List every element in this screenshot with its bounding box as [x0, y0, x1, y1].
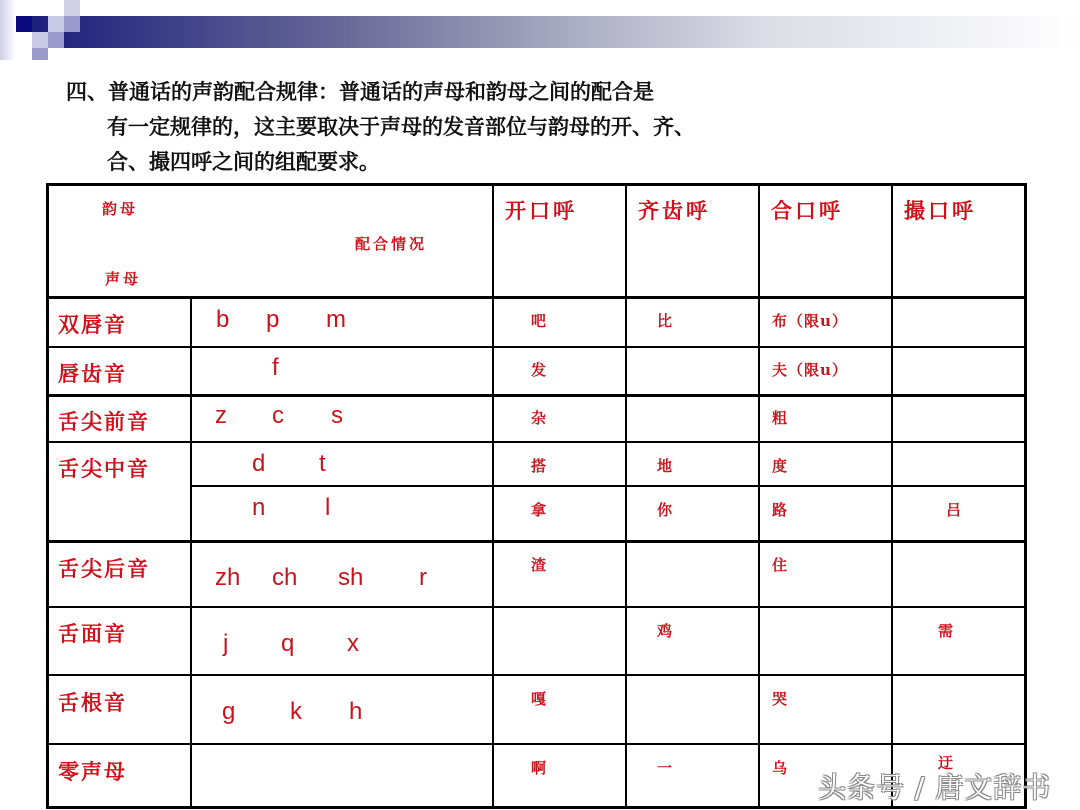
grid-line — [492, 186, 494, 806]
example-kaikou: 发 — [531, 361, 547, 379]
example-cuokou: 需 — [938, 622, 954, 640]
column-header-cuokou: 撮口呼 — [904, 198, 976, 223]
initial-sh: sh — [338, 564, 364, 591]
example-hekou: 乌 — [772, 759, 788, 777]
example-hekou: 哭 — [772, 690, 788, 708]
corner-label-finals: 韵母 — [102, 200, 139, 218]
initial-l: l — [325, 494, 331, 521]
intro-line-3: 合、撮四呼之间的组配要求。 — [107, 149, 380, 174]
example-hekou: 夫（限u） — [772, 361, 848, 379]
example-hekou: 路 — [772, 501, 788, 519]
row-label: 舌面音 — [58, 621, 127, 646]
initial-c: c — [272, 402, 284, 429]
watermark: 头条号 / 唐文辞书 — [818, 771, 1052, 804]
example-cuokou: 吕 — [946, 501, 962, 519]
example-qichi: 比 — [657, 312, 673, 330]
column-header-kaikou: 开口呼 — [505, 198, 577, 223]
example-kaikou: 啊 — [531, 759, 547, 777]
initial-k: k — [290, 698, 302, 725]
example-qichi: 你 — [657, 501, 673, 519]
decor-square — [32, 48, 48, 60]
grid-line — [49, 441, 1024, 443]
row-label: 舌尖中音 — [58, 456, 150, 481]
grid-line — [49, 606, 1024, 608]
decor-square — [48, 32, 64, 48]
row-label: 唇齿音 — [58, 361, 127, 386]
example-kaikou: 吧 — [531, 312, 547, 330]
initial-s: s — [331, 402, 343, 429]
grid-line — [49, 394, 1024, 397]
initial-z: z — [215, 402, 227, 429]
grid-line — [49, 674, 1024, 676]
decor-square — [64, 16, 80, 32]
grid-line — [190, 297, 192, 809]
grid-line — [758, 186, 760, 806]
example-hekou: 粗 — [772, 409, 788, 427]
decor-square — [0, 0, 16, 60]
example-kaikou: 嘎 — [531, 690, 547, 708]
column-header-qichi: 齐齿呼 — [638, 198, 710, 223]
initial-b: b — [216, 306, 230, 333]
grid-line — [49, 346, 1024, 348]
decor-square — [16, 16, 32, 32]
grid-line — [191, 485, 1024, 487]
corner-label-initials: 声母 — [105, 270, 142, 288]
initial-t: t — [319, 450, 326, 477]
row-label: 舌尖后音 — [58, 556, 150, 581]
initial-f: f — [272, 354, 279, 381]
initial-n: n — [252, 494, 266, 521]
initial-ch: ch — [272, 564, 298, 591]
example-kaikou: 渣 — [531, 556, 547, 574]
grid-line — [891, 186, 893, 806]
row-label: 舌根音 — [58, 690, 127, 715]
initial-r: r — [419, 564, 427, 591]
row-label: 零声母 — [58, 759, 127, 784]
intro-paragraph — [66, 74, 695, 179]
example-hekou: 住 — [772, 556, 788, 574]
initial-x: x — [347, 630, 359, 657]
initial-d: d — [252, 450, 266, 477]
column-header-hekou: 合口呼 — [771, 198, 843, 223]
initial-final-combination-table — [46, 183, 1027, 809]
example-kaikou: 拿 — [531, 501, 547, 519]
example-hekou: 度 — [772, 457, 788, 475]
example-kaikou: 杂 — [531, 409, 547, 427]
initial-zh: zh — [215, 564, 241, 591]
header-gradient-bar — [32, 16, 1080, 48]
initial-j: j — [223, 630, 229, 657]
intro-line-2: 有一定规律的，这主要取决于声母的发音部位与韵母的开、齐、 — [107, 114, 695, 139]
initial-h: h — [349, 698, 363, 725]
row-label: 双唇音 — [58, 312, 127, 337]
initial-q: q — [281, 630, 295, 657]
decor-square — [64, 0, 80, 16]
initial-g: g — [222, 698, 236, 725]
row-label: 舌尖前音 — [58, 409, 150, 434]
example-cuokou: 迂 — [938, 754, 954, 772]
decor-square — [32, 32, 48, 48]
initial-m: m — [326, 306, 346, 333]
example-qichi: 地 — [657, 457, 673, 475]
initial-p: p — [266, 306, 280, 333]
example-hekou: 布（限u） — [772, 312, 848, 330]
grid-line — [49, 296, 1024, 299]
example-kaikou: 搭 — [531, 457, 547, 475]
decor-square — [48, 16, 64, 32]
example-qichi: 一 — [657, 759, 673, 777]
intro-line-1: 四、普通话的声韵配合规律：普通话的声母和韵母之间的配合是 — [66, 79, 654, 104]
corner-label-combination: 配合情况 — [355, 235, 428, 253]
grid-line — [625, 186, 627, 806]
grid-line — [49, 743, 1024, 745]
example-qichi: 鸡 — [657, 622, 673, 640]
grid-line — [49, 540, 1024, 543]
